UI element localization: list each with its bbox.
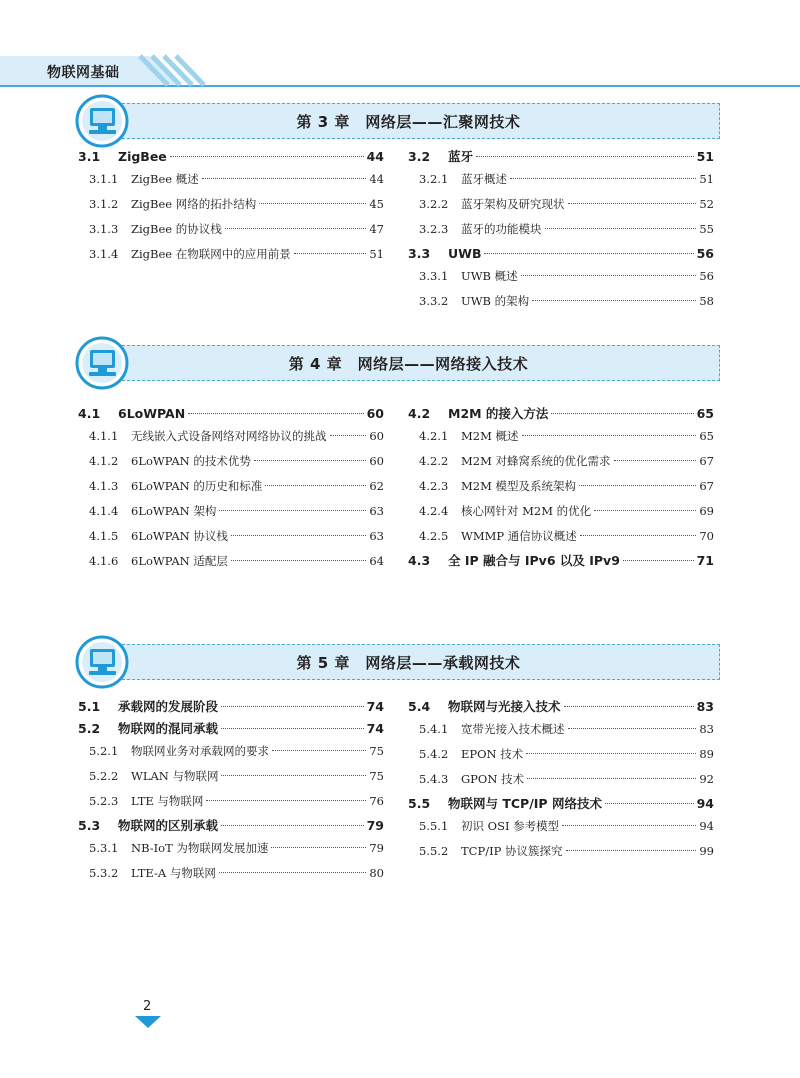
dot-leader [231, 535, 366, 536]
toc-entry-page: 47 [369, 222, 384, 236]
toc-entry-number: 5.2 [78, 721, 101, 736]
computer-icon [75, 336, 129, 390]
toc-entry [408, 404, 714, 426]
toc-entry-page: 74 [366, 699, 384, 714]
toc-entry [408, 769, 714, 791]
toc-entry [78, 147, 384, 169]
dot-leader [221, 728, 364, 729]
toc-entry-number: 4.2.3 [419, 479, 449, 493]
toc-entry-title: 无线嵌入式设备网络对网络协议的挑战 [131, 429, 327, 443]
book-title: 物联网基础 [47, 65, 120, 81]
computer-icon [75, 94, 129, 148]
toc-entry [78, 476, 384, 498]
toc-entry-page: 44 [369, 172, 384, 186]
toc-entry-number: 5.3 [78, 818, 101, 833]
dot-leader [254, 460, 366, 461]
toc-entry-page: 83 [696, 699, 714, 714]
toc-entry-page: 74 [366, 721, 384, 736]
toc-entry-number: 3.2 [408, 149, 431, 164]
chapter-band [97, 644, 720, 680]
toc-entry-page: 67 [699, 479, 714, 493]
chapter-band [97, 345, 720, 381]
dot-leader [225, 228, 367, 229]
toc-entry-title: NB-IoT 为物联网发展加速 [131, 841, 269, 855]
toc-entry-title: 蓝牙 [448, 149, 474, 164]
toc-entry-number: 3.3.1 [419, 269, 449, 283]
toc-entry-title: LTE-A 与物联网 [131, 866, 216, 880]
toc-entry-page: 99 [699, 844, 714, 858]
toc-entry [408, 697, 714, 719]
dot-leader [579, 485, 696, 486]
toc-entry [78, 404, 384, 426]
toc-entry [78, 501, 384, 523]
toc-entry [408, 526, 714, 548]
toc-entry-number: 4.1.5 [89, 529, 119, 543]
toc-entry [78, 244, 384, 266]
toc-entry-title: ZigBee [118, 149, 167, 164]
toc-entry [78, 838, 384, 860]
toc-entry-title: 6LoWPAN 的历史和标准 [131, 479, 263, 493]
toc-entry-number: 4.1.1 [89, 429, 119, 443]
toc-entry [78, 697, 384, 719]
dot-leader [623, 560, 694, 561]
dot-leader [568, 203, 697, 204]
toc-entry-page: 64 [369, 554, 384, 568]
toc-entry [78, 741, 384, 763]
dot-leader [510, 178, 696, 179]
toc-col-ch4-right [408, 404, 714, 573]
dot-leader [259, 203, 366, 204]
toc-entry [78, 791, 384, 813]
toc-entry [408, 816, 714, 838]
toc-entry-number: 4.2.1 [419, 429, 449, 443]
dot-leader [231, 560, 366, 561]
toc-entry-number: 3.1.4 [89, 247, 119, 261]
toc-entry [78, 169, 384, 191]
toc-entry [408, 719, 714, 741]
toc-entry-number: 3.3 [408, 246, 431, 261]
toc-entry [78, 719, 384, 741]
toc-entry-title: UWB 的架构 [461, 294, 530, 308]
toc-entry-title: 核心网针对 M2M 的优化 [461, 504, 592, 518]
dot-leader [188, 413, 363, 414]
toc-entry-page: 79 [366, 818, 384, 833]
dot-leader [568, 728, 697, 729]
toc-entry [408, 194, 714, 216]
toc-entry-page: 70 [699, 529, 714, 543]
toc-entry-title: 物联网与光接入技术 [448, 699, 561, 714]
toc-entry-title: 6LoWPAN [118, 406, 186, 421]
toc-entry-page: 52 [699, 197, 714, 211]
toc-entry-page: 83 [699, 722, 714, 736]
toc-entry-title: TCP/IP 协议簇探究 [461, 844, 563, 858]
toc-entry [408, 147, 714, 169]
toc-entry [78, 194, 384, 216]
toc-entry-title: 6LoWPAN 适配层 [131, 554, 228, 568]
toc-entry-number: 5.4.3 [419, 772, 449, 786]
toc-entry-title: UWB 概述 [461, 269, 518, 283]
toc-entry-title: 6LoWPAN 架构 [131, 504, 217, 518]
toc-entry-page: 63 [369, 504, 384, 518]
toc-entry-page: 92 [699, 772, 714, 786]
toc-entry [408, 841, 714, 863]
dot-leader [532, 300, 696, 301]
toc-col-ch4-left [78, 404, 384, 576]
toc-entry-page: 44 [366, 149, 384, 164]
toc-entry-page: 65 [699, 429, 714, 443]
toc-entry-number: 4.1.4 [89, 504, 119, 518]
toc-col-ch3-left [78, 147, 384, 269]
toc-entry-title: EPON 技术 [461, 747, 524, 761]
toc-entry-title: 物联网的区别承载 [118, 818, 219, 833]
dot-leader [170, 156, 364, 157]
toc-entry [408, 426, 714, 448]
header-stripes [0, 54, 800, 88]
toc-entry-number: 5.4.1 [419, 722, 449, 736]
toc-entry-page: 69 [699, 504, 714, 518]
dot-leader [484, 253, 693, 254]
toc-entry-title: 蓝牙的功能模块 [461, 222, 542, 236]
toc-entry-page: 62 [369, 479, 384, 493]
dot-leader [272, 750, 366, 751]
dot-leader [545, 228, 697, 229]
page-number: 2 [143, 999, 152, 1014]
toc-entry [408, 501, 714, 523]
toc-entry [78, 526, 384, 548]
toc-entry-page: 94 [696, 796, 714, 811]
toc-entry-page: 63 [369, 529, 384, 543]
dot-leader [294, 253, 367, 254]
toc-entry-title: 6LoWPAN 协议栈 [131, 529, 228, 543]
dot-leader [221, 706, 364, 707]
chapter-title: 第 5 章 网络层——承载网技术 [296, 654, 521, 672]
toc-entry-number: 4.1.3 [89, 479, 119, 493]
page-marker-icon [135, 1016, 161, 1028]
toc-entry-title: 全 IP 融合与 IPv6 以及 IPv9 [448, 553, 620, 568]
toc-entry-number: 3.2.2 [419, 197, 449, 211]
toc-entry [408, 551, 714, 573]
toc-entry-number: 5.2.2 [89, 769, 119, 783]
toc-entry-number: 3.2.1 [419, 172, 449, 186]
toc-entry-number: 4.2.4 [419, 504, 449, 518]
toc-entry-number: 5.3.1 [89, 841, 119, 855]
toc-entry [408, 169, 714, 191]
toc-entry-title: 物联网与 TCP/IP 网络技术 [448, 796, 602, 811]
toc-entry-page: 76 [369, 794, 384, 808]
toc-entry [408, 744, 714, 766]
toc-entry-title: 初识 OSI 参考模型 [461, 819, 560, 833]
dot-leader [526, 753, 696, 754]
chapter-3-heading [75, 94, 720, 148]
chapter-title: 第 3 章 网络层——汇聚网技术 [296, 113, 521, 131]
dot-leader [221, 775, 366, 776]
toc-entry-number: 4.2 [408, 406, 431, 421]
toc-entry-number: 5.5 [408, 796, 431, 811]
toc-entry-number: 5.4 [408, 699, 431, 714]
toc-entry [408, 219, 714, 241]
toc-entry-title: ZigBee 在物联网中的应用前景 [131, 247, 291, 261]
toc-entry-title: M2M 概述 [461, 429, 519, 443]
toc-entry-page: 51 [369, 247, 384, 261]
toc-entry-page: 94 [699, 819, 714, 833]
toc-entry [78, 426, 384, 448]
toc-entry [408, 794, 714, 816]
toc-entry-number: 5.2.3 [89, 794, 119, 808]
toc-entry-title: 蓝牙概述 [461, 172, 507, 186]
toc-entry-page: 56 [696, 246, 714, 261]
toc-entry-title: ZigBee 概述 [131, 172, 199, 186]
toc-entry-title: 承载网的发展阶段 [118, 699, 219, 714]
running-head [0, 54, 800, 88]
dot-leader [562, 825, 696, 826]
toc-entry-title: 宽带光接入技术概述 [461, 722, 565, 736]
toc-entry [408, 291, 714, 313]
toc-entry-page: 71 [696, 553, 714, 568]
dot-leader [614, 460, 697, 461]
toc-entry [78, 863, 384, 885]
toc-entry-number: 3.3.2 [419, 294, 449, 308]
toc-entry-page: 80 [369, 866, 384, 880]
toc-entry-number: 4.2.2 [419, 454, 449, 468]
toc-entry [78, 766, 384, 788]
toc-entry [408, 476, 714, 498]
dot-leader [219, 872, 367, 873]
toc-entry-page: 51 [696, 149, 714, 164]
toc-entry-page: 75 [369, 769, 384, 783]
toc-entry-page: 58 [699, 294, 714, 308]
toc-entry-title: LTE 与物联网 [131, 794, 204, 808]
toc-entry-page: 60 [369, 454, 384, 468]
toc-entry [408, 244, 714, 266]
toc-entry-number: 3.1 [78, 149, 101, 164]
toc-entry-title: M2M 对蜂窝系统的优化需求 [461, 454, 611, 468]
toc-entry-title: 物联网的混同承载 [118, 721, 219, 736]
toc-entry-title: ZigBee 网络的拓扑结构 [131, 197, 257, 211]
toc-entry-page: 51 [699, 172, 714, 186]
toc-entry-page: 75 [369, 744, 384, 758]
dot-leader [580, 535, 697, 536]
dot-leader [271, 847, 366, 848]
chapter-title: 第 4 章 网络层——网络接入技术 [288, 355, 529, 373]
toc-entry [78, 551, 384, 573]
toc-entry-title: 蓝牙架构及研究现状 [461, 197, 565, 211]
toc-entry [408, 266, 714, 288]
dot-leader [476, 156, 694, 157]
toc-entry-page: 56 [699, 269, 714, 283]
dot-leader [221, 825, 364, 826]
toc-entry-number: 4.2.5 [419, 529, 449, 543]
toc-entry-number: 4.1.6 [89, 554, 119, 568]
toc-entry-page: 55 [699, 222, 714, 236]
toc-entry-number: 5.1 [78, 699, 101, 714]
toc-entry-number: 3.1.1 [89, 172, 119, 186]
toc-entry-page: 45 [369, 197, 384, 211]
dot-leader [202, 178, 367, 179]
dot-leader [206, 800, 366, 801]
dot-leader [564, 706, 694, 707]
chapter-band [97, 103, 720, 139]
toc-entry-page: 67 [699, 454, 714, 468]
toc-entry-number: 5.3.2 [89, 866, 119, 880]
toc-entry-page: 60 [369, 429, 384, 443]
toc-entry-page: 79 [369, 841, 384, 855]
dot-leader [521, 275, 697, 276]
toc-entry-page: 65 [696, 406, 714, 421]
dot-leader [527, 778, 696, 779]
toc-entry [78, 219, 384, 241]
toc-entry [78, 451, 384, 473]
toc-entry-title: M2M 模型及系统架构 [461, 479, 577, 493]
toc-entry-title: WMMP 通信协议概述 [461, 529, 577, 543]
toc-entry-number: 5.2.1 [89, 744, 119, 758]
dot-leader [594, 510, 696, 511]
computer-icon [75, 635, 129, 689]
toc-entry-number: 3.1.2 [89, 197, 119, 211]
toc-entry-number: 4.3 [408, 553, 431, 568]
dot-leader [219, 510, 366, 511]
toc-entry-number: 5.4.2 [419, 747, 449, 761]
toc-col-ch5-left [78, 697, 384, 888]
toc-entry-number: 3.1.3 [89, 222, 119, 236]
toc-entry-number: 5.5.2 [419, 844, 449, 858]
toc-entry-number: 5.5.1 [419, 819, 449, 833]
toc-col-ch5-right [408, 697, 714, 866]
dot-leader [522, 435, 697, 436]
dot-leader [265, 485, 366, 486]
toc-entry-title: WLAN 与物联网 [131, 769, 219, 783]
toc-entry [78, 816, 384, 838]
dot-leader [330, 435, 367, 436]
toc-entry-title: 6LoWPAN 的技术优势 [131, 454, 251, 468]
toc-entry-title: M2M 的接入方法 [448, 406, 549, 421]
toc-entry-title: GPON 技术 [461, 772, 525, 786]
toc-entry-number: 3.2.3 [419, 222, 449, 236]
dot-leader [566, 850, 697, 851]
toc-entry-title: UWB [448, 246, 482, 261]
toc-entry-title: ZigBee 的协议栈 [131, 222, 222, 236]
toc-entry-number: 4.1.2 [89, 454, 119, 468]
toc-entry-page: 89 [699, 747, 714, 761]
toc-entry-title: 物联网业务对承载网的要求 [131, 744, 269, 758]
toc-entry-page: 60 [366, 406, 384, 421]
dot-leader [605, 803, 694, 804]
toc-entry [408, 451, 714, 473]
toc-entry-number: 4.1 [78, 406, 101, 421]
chapter-4-heading [75, 336, 720, 390]
toc-col-ch3-right [408, 147, 714, 316]
chapter-5-heading [75, 635, 720, 689]
dot-leader [551, 413, 693, 414]
